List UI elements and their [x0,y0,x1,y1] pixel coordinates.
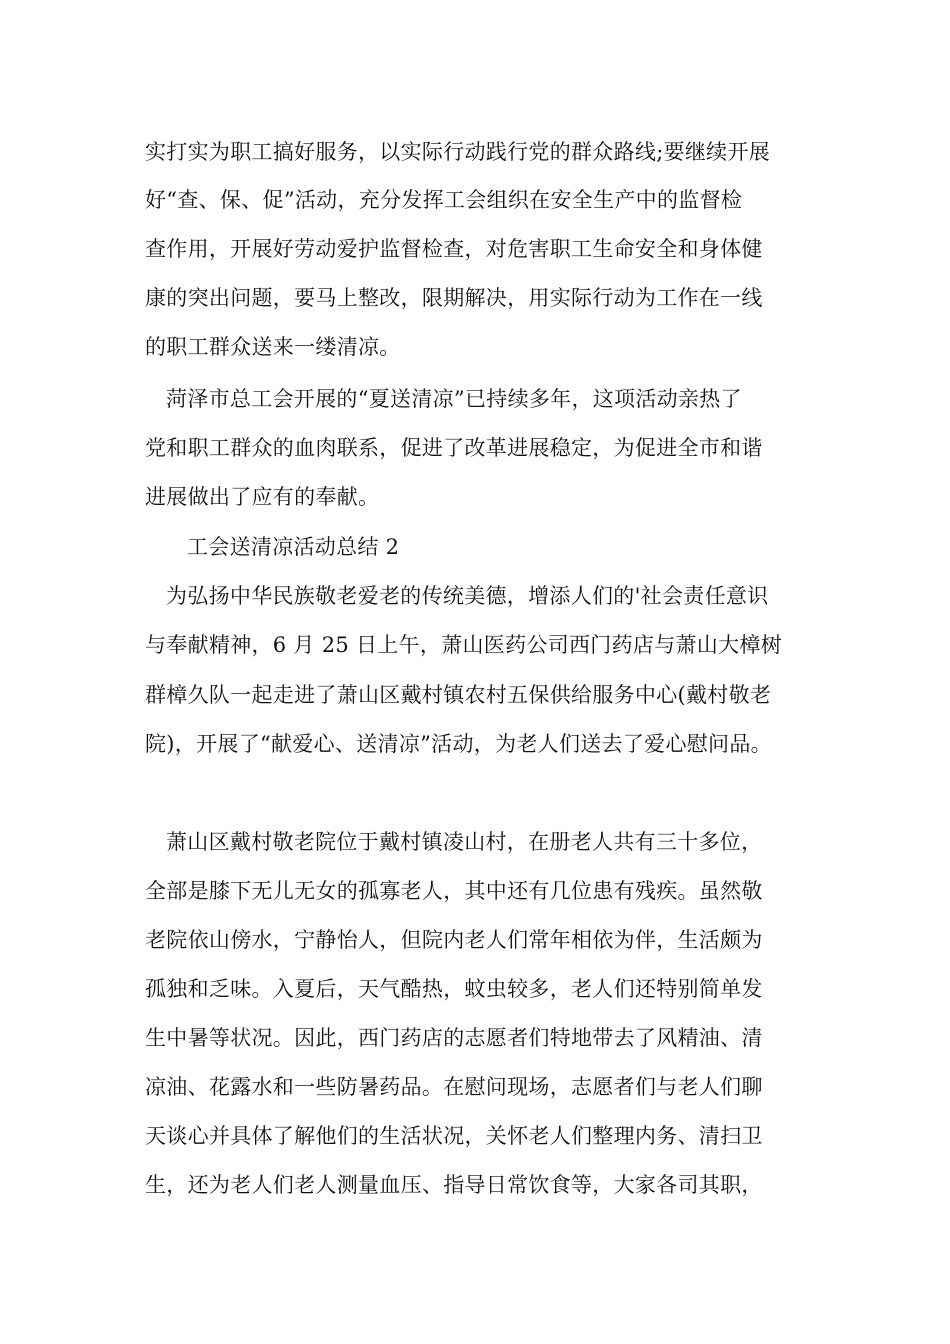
section-heading: 工会送清凉活动总结 2 [187,535,400,559]
paragraph-line: 为弘扬中华民族敬老爱老的传统美德，增添人们的'社会责任意识 [166,584,769,608]
paragraph-line: 好“查、保、促”活动，充分发挥工会组织在安全生产中的监督检 [145,188,743,212]
paragraph-line: 院)，开展了“献爱心、送清凉”活动，为老人们送去了爱心慰问品。 [145,732,772,756]
paragraph-line: 的职工群众送来一缕清凉。 [145,335,401,359]
paragraph-line: 萧山区戴村敬老院位于戴村镇凌山村，在册老人共有三十多位， [166,830,763,854]
paragraph-line: 查作用，开展好劳动爱护监督检查，对危害职工生命安全和身体健 [145,237,763,261]
paragraph-line: 康的突出问题，要马上整改，限期解决，用实际行动为工作在一线 [145,286,763,310]
paragraph-line: 生中暑等状况。因此，西门药店的志愿者们特地带去了风精油、清 [145,1026,763,1050]
paragraph-line: 天谈心并具体了解他们的生活状况，关怀老人们整理内务、清扫卫 [145,1124,763,1148]
paragraph-line: 全部是膝下无儿无女的孤寡老人，其中还有几位患有残疾。虽然敬 [145,879,763,903]
paragraph-line: 老院依山傍水，宁静怡人，但院内老人们常年相依为伴，生活颇为 [145,928,763,952]
paragraph-line: 与奉献精神，6 月 25 日上午，萧山医药公司西门药店与萧山大樟树 [145,633,783,657]
paragraph-line: 菏泽市总工会开展的“夏送清凉”已持续多年，这项活动亲热了 [166,387,742,411]
paragraph-line: 生，还为老人们老人测量血压、指导日常饮食等，大家各司其职， [145,1173,763,1197]
paragraph-line: 群樟久队一起走进了萧山区戴村镇农村五保供给服务中心(戴村敬老 [145,683,772,707]
paragraph-line: 党和职工群众的血肉联系，促进了改革进展稳定，为促进全市和谐 [145,436,763,460]
paragraph-line: 进展做出了应有的奉献。 [145,485,380,509]
paragraph-line: 孤独和乏味。入夏后，天气酷热，蚊虫较多，老人们还特别简单发 [145,977,763,1001]
paragraph-line: 实打实为职工搞好服务，以实际行动践行党的群众路线;要继续开展 [145,140,771,164]
paragraph-line: 凉油、花露水和一些防暑药品。在慰问现场，志愿者们与老人们聊 [145,1075,763,1099]
